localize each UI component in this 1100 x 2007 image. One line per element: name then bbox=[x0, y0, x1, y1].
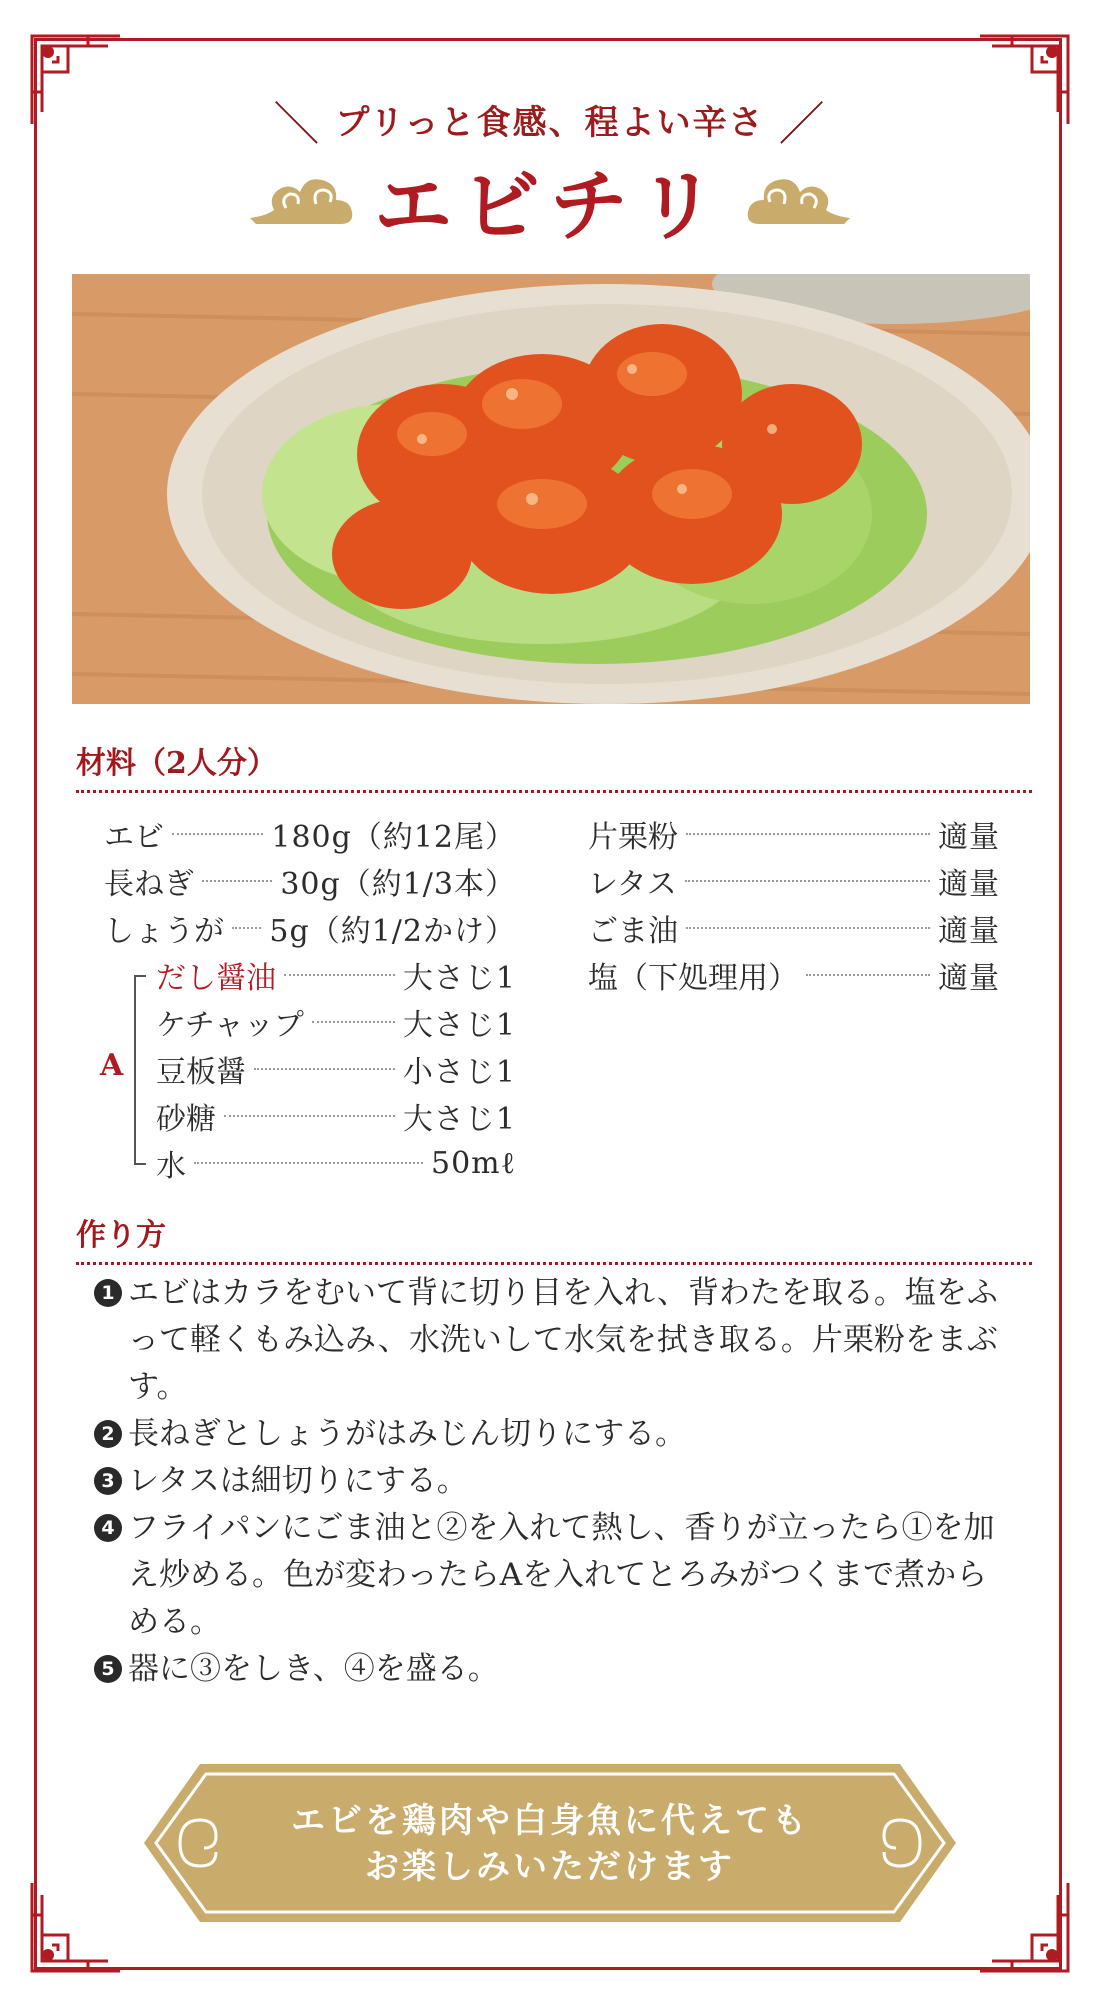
step-text: 器に③をしき、④を盛る。 bbox=[128, 1651, 499, 1687]
dish-photo bbox=[72, 274, 1030, 704]
banner-line-2: お楽しみいただけます bbox=[365, 1847, 735, 1887]
ingredient-amount: 180g（約12尾） bbox=[271, 820, 516, 855]
ingredient-row bbox=[588, 908, 1000, 948]
ingredient-row bbox=[104, 908, 516, 948]
leader-dots bbox=[284, 974, 395, 976]
ingredient-amount: 5g（約1/2かけ） bbox=[269, 914, 516, 949]
tip-banner bbox=[140, 1760, 960, 1926]
ingredient-name: エビ bbox=[104, 820, 164, 855]
step-text: 長ねぎとしょうがはみじん切りにする。 bbox=[128, 1416, 686, 1452]
step-number: 1 bbox=[94, 1279, 122, 1307]
leader-dots bbox=[806, 974, 930, 976]
slash-decoration-icon: ／ bbox=[778, 97, 827, 151]
ingredient-amount: 大さじ1 bbox=[402, 961, 516, 996]
ingredient-amount: 大さじ1 bbox=[402, 1008, 516, 1043]
ingredient-name: レタス bbox=[588, 867, 677, 902]
ingredient-row bbox=[104, 814, 516, 854]
ingredient-name: 砂糖 bbox=[156, 1102, 216, 1137]
step-number: 5 bbox=[94, 1655, 122, 1683]
ingredient-amount: 適量 bbox=[938, 820, 1000, 855]
ingredient-row bbox=[156, 1002, 516, 1042]
recipe-title: エビチリ bbox=[373, 161, 726, 252]
leader-dots bbox=[312, 1021, 395, 1023]
ingredient-row bbox=[588, 814, 1000, 854]
cloud-right-icon bbox=[744, 168, 854, 232]
leader-dots bbox=[224, 1115, 395, 1117]
step-item bbox=[94, 1505, 1014, 1646]
leader-dots bbox=[172, 833, 263, 835]
ingredient-name: だし醤油 bbox=[156, 961, 276, 996]
leader-dots bbox=[685, 880, 930, 882]
tagline-text: プリっと食感、程よい辛さ bbox=[335, 103, 765, 143]
step-text: フライパンにごま油と②を入れて熱し、香りが立ったら①を加え炒める。色が変わったらAを入れてとろみがつくまで煮からめる。 bbox=[128, 1510, 995, 1640]
leader-dots bbox=[686, 927, 930, 929]
step-item bbox=[94, 1458, 1014, 1505]
step-item bbox=[94, 1646, 1014, 1693]
ingredient-row bbox=[156, 1096, 516, 1136]
leader-dots bbox=[194, 1162, 423, 1164]
ingredient-row bbox=[104, 861, 516, 901]
slash-decoration-icon: ＼ bbox=[273, 97, 322, 151]
ingredient-name: 片栗粉 bbox=[588, 820, 678, 855]
ingredient-row bbox=[156, 955, 516, 995]
banner-line-1: エビを鶏肉や白身魚に代えても bbox=[291, 1801, 809, 1841]
method-steps bbox=[94, 1270, 1014, 1693]
ingredient-amount: 小さじ1 bbox=[402, 1055, 516, 1090]
step-text: レタスは細切りにする。 bbox=[128, 1463, 468, 1499]
step-number: 3 bbox=[94, 1467, 122, 1495]
ingredient-row bbox=[588, 861, 1000, 901]
ingredients-heading: 材料（2人分） bbox=[76, 738, 1032, 793]
corner-ornament-icon bbox=[976, 1879, 1072, 1975]
ingredient-amount: 適量 bbox=[938, 961, 1000, 996]
corner-ornament-icon bbox=[28, 1879, 124, 1975]
banner-text bbox=[140, 1798, 960, 1890]
leader-dots bbox=[202, 880, 272, 882]
ingredient-amount: 大さじ1 bbox=[402, 1102, 516, 1137]
ingredient-name: しょうが bbox=[104, 914, 224, 949]
leader-dots bbox=[232, 927, 261, 929]
ingredient-name: ケチャップ bbox=[156, 1008, 304, 1043]
ingredient-name: 豆板醤 bbox=[156, 1055, 246, 1090]
ingredient-amount: 適量 bbox=[938, 914, 1000, 949]
ingredient-amount: 30g（約1/3本） bbox=[280, 867, 516, 902]
ingredient-row bbox=[588, 955, 1000, 995]
group-a-bracket bbox=[134, 975, 146, 1165]
step-item bbox=[94, 1411, 1014, 1458]
step-number: 4 bbox=[94, 1514, 122, 1542]
method-heading: 作り方 bbox=[76, 1210, 1032, 1265]
leader-dots bbox=[686, 833, 930, 835]
ingredient-amount: 50mℓ bbox=[431, 1145, 516, 1181]
ingredient-name: ごま油 bbox=[588, 914, 678, 949]
ingredient-row bbox=[156, 1049, 516, 1089]
group-a-label: A bbox=[100, 1048, 124, 1083]
ingredient-row bbox=[156, 1143, 516, 1183]
step-number: 2 bbox=[94, 1420, 122, 1448]
step-item bbox=[94, 1270, 1014, 1411]
ingredient-name: 塩（下処理用） bbox=[588, 961, 798, 996]
leader-dots bbox=[254, 1068, 395, 1070]
cloud-left-icon bbox=[246, 168, 356, 232]
title-row bbox=[0, 150, 1100, 250]
ingredient-name: 長ねぎ bbox=[104, 867, 194, 902]
ingredient-name: 水 bbox=[156, 1149, 186, 1184]
step-text: エビはカラをむいて背に切り目を入れ、背わたを取る。塩をふって軽くもみ込み、水洗いして水気を拭き取る。片栗粉をまぶす。 bbox=[128, 1275, 998, 1405]
ingredient-amount: 適量 bbox=[938, 867, 1000, 902]
